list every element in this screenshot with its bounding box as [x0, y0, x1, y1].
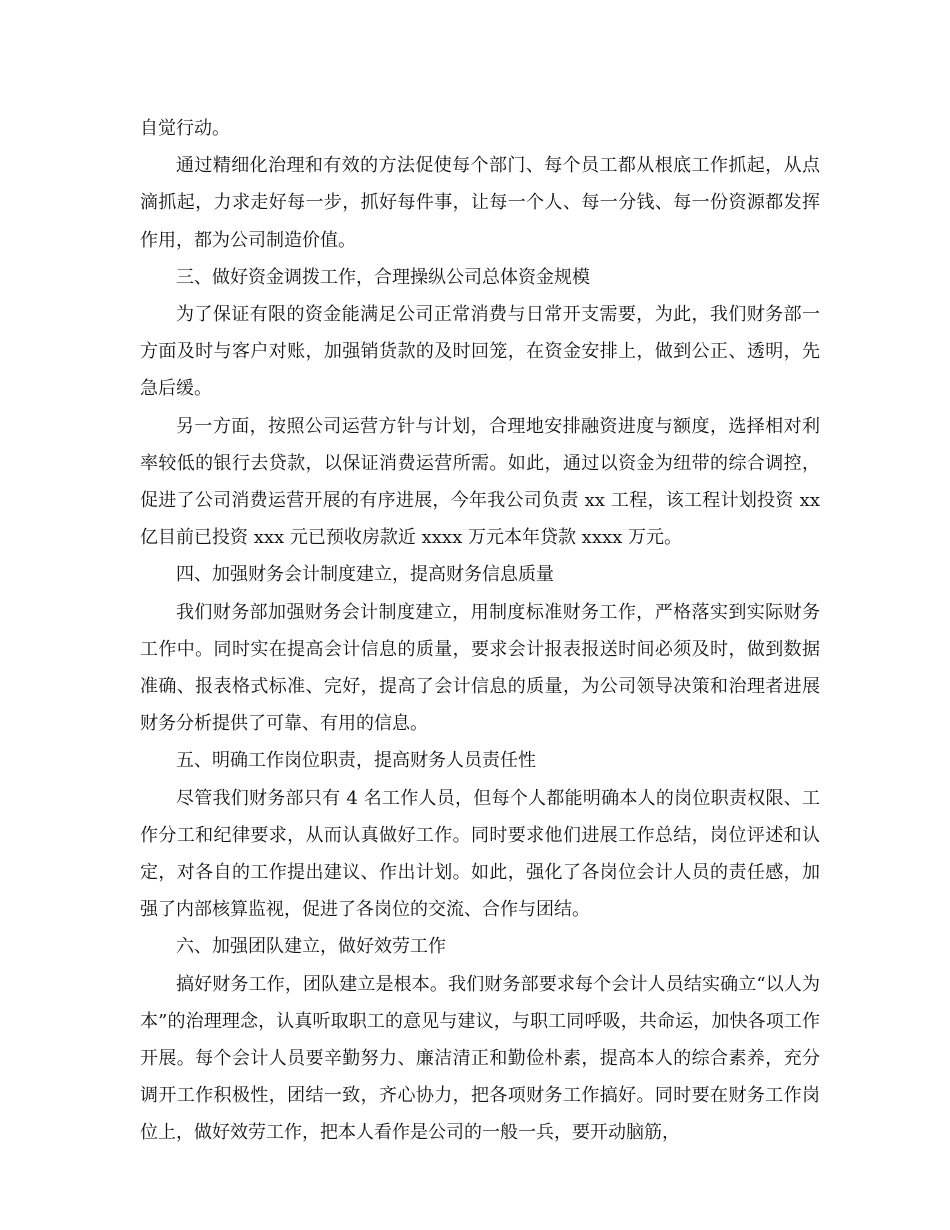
paragraph-team-building: 搞好财务工作，团队建立是根本。我们财务部要求每个会计人员结实确立“以人为本”的治理理念，认真听取职工的意见与建议，与职工同呼吸，共命运，加快各项工作开展。每个会计人员要辛勤努力、廉洁清正和勤俭朴素，提高本人的综合素养，充分调开工作积极性，团结一致，齐心协力，把各项财务工作搞好。同时要在财务工作岗位上，做好效劳工作，把本人看作是公司的一般一兵，要开动脑筋，: [140, 973, 820, 1144]
document-page: [140, 110, 820, 1152]
paragraph-fund-allocation-1: 为了保证有限的资金能满足公司正常消费与日常开支需要，为此，我们财务部一方面及时与客户对账，加强销货款的及时回笼，在资金安排上，做到公正、透明，先急后缓。: [140, 304, 820, 400]
section-heading-5: 五、明确工作岗位职责，提高财务人员责任性: [176, 750, 536, 772]
paragraph-continuation: 自觉行动。: [140, 118, 230, 139]
paragraph-refined-management: 通过精细化治理和有效的方法促使每个部门、每个员工都从根底工作抓起，从点滴抓起，力求走好每一步，抓好每件事，让每一个人、每一分钱、每一份资源都发挥作用，都为公司制造价值。: [140, 155, 820, 251]
paragraph-fund-allocation-2: 另一方面，按照公司运营方针与计划，合理地安排融资进度与额度，选择相对利率较低的银行去贷款，以保证消费运营所需。如此，通过以资金为纽带的综合调控，促进了公司消费运营开展的有序进展，今年我公司负责 xx 工程，该工程计划投资 xx 亿目前已投资 xxx 元已预收房款近 xxxx 万元本年贷款 xxxx 万元。: [140, 415, 820, 549]
section-heading-4: 四、加强财务会计制度建立，提高财务信息质量: [176, 564, 554, 586]
section-heading-3: 三、做好资金调拨工作，合理操纵公司总体资金规模: [176, 266, 590, 288]
section-heading-6: 六、加强团队建立，做好效劳工作: [176, 936, 446, 958]
paragraph-accounting-system: 我们财务部加强财务会计制度建立，用制度标准财务工作，严格落实到实际财务工作中。同时实在提高会计信息的质量，要求会计报表报送时间必须及时，做到数据准确、报表格式标准、完好，提高了会计信息的质量，为公司领导决策和治理者进展财务分析提供了可靠、有用的信息。: [140, 601, 820, 735]
paragraph-job-duties: 尽管我们财务部只有 4 名工作人员，但每个人都能明确本人的岗位职责权限、工作分工和纪律要求，从而认真做好工作。同时要求他们进展工作总结，岗位评述和认定，对各自的工作提出建议、作出计划。如此，强化了各岗位会计人员的责任感，加强了内部核算监视，促进了各岗位的交流、合作与团结。: [140, 787, 820, 921]
